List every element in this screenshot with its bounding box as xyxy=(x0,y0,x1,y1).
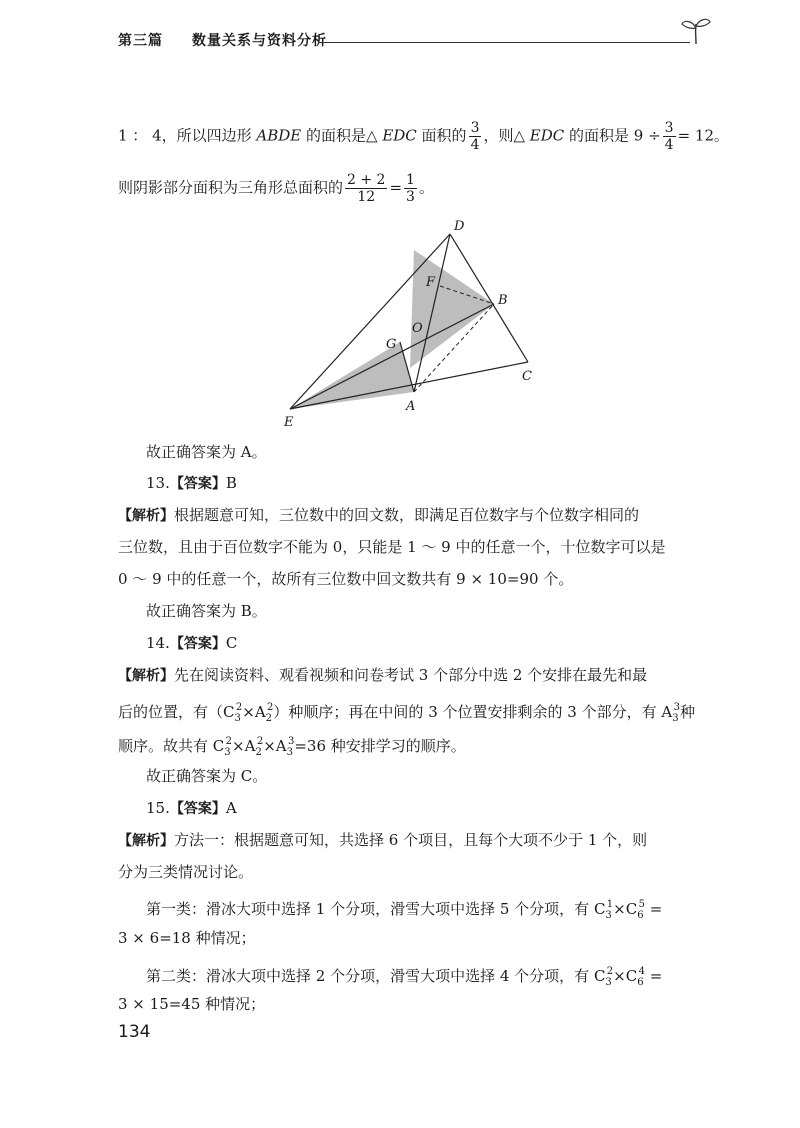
subscript: 3 xyxy=(672,713,679,724)
text: ，则△ xyxy=(483,126,530,145)
text: 1 ： 4，所以四边形 xyxy=(118,126,257,145)
q15-case-1-result: 3 × 6=18 种情况； xyxy=(118,929,256,947)
math-symbol: × xyxy=(613,967,626,985)
superscript: 2 xyxy=(606,966,614,977)
section-label: 第三篇 xyxy=(118,33,163,49)
math-symbol: A xyxy=(661,703,673,721)
answer-value: B xyxy=(225,474,237,492)
fraction: $\frac{3}{4}$ xyxy=(470,120,480,153)
question-number: 13. xyxy=(146,474,170,492)
answer-tag: 【答案】 xyxy=(169,801,226,817)
answer-14: 故正确答案为 C。 xyxy=(146,767,268,785)
label-D: D xyxy=(454,219,465,234)
text: 先在阅读资料、观看视频和问卷考试 3 个部分中选 2 个安排在最先和最 xyxy=(174,666,648,684)
question-number: 14. xyxy=(146,634,170,652)
text: EDC xyxy=(382,126,417,145)
answer-12: 故正确答案为 A。 xyxy=(146,443,267,461)
answer-value: A xyxy=(225,799,237,817)
q15-case-2-result: 3 × 15=45 种情况； xyxy=(118,995,266,1013)
text: = xyxy=(389,178,403,197)
q14-answer-line xyxy=(146,633,237,654)
fraction: $\frac{3}{4}$ xyxy=(664,120,674,153)
math-symbol: = xyxy=(644,967,663,985)
sprout-icon xyxy=(680,16,712,46)
text: 第二类：滑冰大项中选择 2 个分项，滑雪大项中选择 4 个分项，有 xyxy=(146,967,594,985)
math-symbol: C xyxy=(593,900,606,918)
superscript: 3 xyxy=(673,702,680,713)
text: ）种顺序；再在中间的 3 个位置安排剩余的 3 个部分，有 xyxy=(273,703,662,721)
superscript: 2 xyxy=(267,702,274,713)
math-symbol: C xyxy=(625,900,638,918)
q15-case-2 xyxy=(146,962,662,993)
text: 面积的 xyxy=(416,126,467,145)
superscript: 2 xyxy=(256,736,264,747)
subscript: 3 xyxy=(224,747,231,758)
math-symbol: × xyxy=(242,703,255,721)
label-E: E xyxy=(284,415,294,430)
q14-explain-1 xyxy=(118,665,647,686)
analysis-tag: 【解析】 xyxy=(118,833,174,849)
math-symbol: × xyxy=(613,900,626,918)
math-symbol: A xyxy=(254,703,266,721)
text: 。 xyxy=(418,178,434,197)
subscript: 6 xyxy=(637,977,644,988)
text: 第一类：滑冰大项中选择 1 个分项，滑雪大项中选择 5 个分项，有 xyxy=(146,900,594,918)
label-F: F xyxy=(426,275,436,290)
subscript: 3 xyxy=(286,747,293,758)
superscript: 2 xyxy=(235,702,243,713)
subscript: 3 xyxy=(605,910,612,921)
answer-13: 故正确答案为 B。 xyxy=(146,602,267,620)
label-C: C xyxy=(522,369,532,384)
superscript: 5 xyxy=(638,899,645,910)
math-symbol: C xyxy=(625,967,638,985)
analysis-tag: 【解析】 xyxy=(118,508,174,524)
superscript: 4 xyxy=(638,966,645,977)
math-symbol: C xyxy=(593,967,606,985)
subscript: 6 xyxy=(637,910,644,921)
q13-explain-2: 三位数，且由于百位数字不能为 0，只能是 1 ～ 9 中的任意一个，十位数字可以是 xyxy=(118,538,666,556)
label-G: G xyxy=(386,337,397,352)
label-O: O xyxy=(412,321,423,336)
q13-explain-1 xyxy=(118,505,639,526)
superscript: 3 xyxy=(287,736,295,747)
text: 的面积是 9 ÷ xyxy=(564,126,661,145)
label-B: B xyxy=(498,293,508,308)
answer-tag: 【答案】 xyxy=(169,476,226,492)
subscript: 3 xyxy=(605,977,612,988)
subscript: 2 xyxy=(265,713,273,724)
math-symbol: A xyxy=(275,737,287,755)
label-A: A xyxy=(406,399,416,414)
text: 则阴影部分面积为三角形总面积的 xyxy=(118,178,344,197)
text: EDC xyxy=(529,126,565,145)
math-symbol: × xyxy=(263,737,276,755)
text: 方法一：根据题意可知，共选择 6 个项目，且每个大项不少于 1 个，则 xyxy=(174,831,648,849)
text: = 12。 xyxy=(677,126,730,145)
math-symbol: A xyxy=(244,737,256,755)
subscript: 3 xyxy=(234,713,241,724)
math-symbol: C xyxy=(212,737,225,755)
header-rule xyxy=(318,42,690,43)
answer-value: C xyxy=(225,634,238,652)
q15-answer-line xyxy=(146,798,237,819)
text: 根据题意可知，三位数中的回文数，即满足百位数字与个位数字相同的 xyxy=(174,506,640,524)
line-2 xyxy=(118,172,434,205)
triangle-figure xyxy=(270,212,550,432)
q13-answer-line xyxy=(146,473,237,494)
fraction: $\frac{2 + 2}{12}$ xyxy=(347,172,386,205)
line-1 xyxy=(118,120,729,153)
math-symbol: C xyxy=(223,703,235,721)
text: =36 种安排学习的顺序。 xyxy=(294,737,466,755)
superscript: 1 xyxy=(606,899,614,910)
q15-explain-1 xyxy=(118,830,647,851)
superscript: 2 xyxy=(225,736,233,747)
q14-explain-2 xyxy=(118,698,695,729)
text: 顺序。故共有 xyxy=(118,737,213,755)
math-symbol: × xyxy=(232,737,245,755)
text: 种 xyxy=(679,703,695,721)
running-header xyxy=(118,28,708,50)
q13-explain-3: 0 ～ 9 中的任意一个，故所有三位数中回文数共有 9 × 10=90 个。 xyxy=(118,570,574,588)
page-number: 134 xyxy=(118,1022,151,1042)
answer-tag: 【答案】 xyxy=(169,636,226,652)
text: ABDE xyxy=(256,126,302,145)
header-title: 数量关系与资料分析 xyxy=(192,33,327,49)
q15-case-1 xyxy=(146,895,662,926)
q14-explain-3 xyxy=(118,732,466,763)
analysis-tag: 【解析】 xyxy=(118,668,174,684)
text: 后的位置，有（ xyxy=(118,703,224,721)
text: 的面积是△ xyxy=(301,126,383,145)
subscript: 2 xyxy=(255,747,262,758)
fraction: $\frac{1}{3}$ xyxy=(406,172,415,205)
q15-explain-2: 分为三类情况讨论。 xyxy=(118,863,254,881)
question-number: 15. xyxy=(146,799,170,817)
math-symbol: = xyxy=(644,900,663,918)
